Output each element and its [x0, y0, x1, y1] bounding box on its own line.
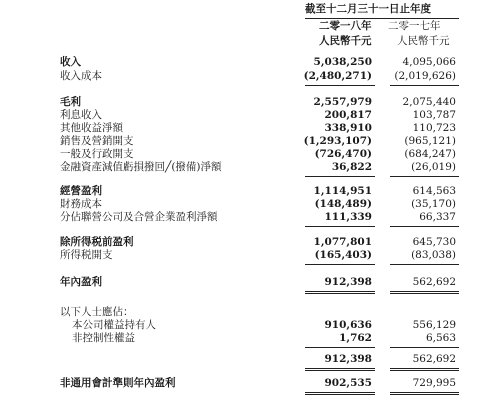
double-rule-2018	[305, 368, 375, 369]
value-2017: 110,723	[412, 122, 456, 134]
row-label: 本公司權益持有人	[72, 319, 156, 331]
row-finance-costs	[0, 198, 500, 211]
double-rule-2017	[390, 370, 459, 371]
subtotal-rule-2018	[305, 347, 375, 348]
double-rule-2018	[305, 392, 375, 393]
row-profit-before-tax	[0, 236, 500, 249]
row-label: 非通用會計準則年內盈利	[60, 377, 176, 389]
row-impairment	[0, 161, 500, 174]
subtotal-rule-2017	[390, 176, 459, 177]
double-rule-2017	[390, 394, 459, 395]
row-label: 其他收益淨額	[60, 122, 123, 134]
row-cost-of-revenue	[0, 70, 500, 83]
row-label: 利息收入	[60, 109, 102, 121]
value-2017: 562,692	[412, 353, 456, 365]
value-2017: 729,995	[412, 377, 456, 389]
subtotal-rule-2018	[305, 176, 375, 177]
value-2018: 912,398	[324, 353, 372, 365]
value-2018: (2,480,271)	[303, 70, 372, 82]
value-2018: 1,077,801	[313, 236, 372, 248]
value-2018: (726,470)	[314, 148, 372, 160]
subtotal-rule-2017	[390, 226, 459, 227]
double-rule-2017	[390, 392, 459, 393]
value-2018: 910,636	[324, 319, 372, 331]
value-2018: 36,822	[331, 161, 372, 173]
row-label: 經營盈利	[60, 185, 102, 197]
col1-unit: 人民幣千元	[319, 35, 372, 47]
value-2017: 6,563	[425, 332, 456, 344]
row-label: 財務成本	[60, 198, 102, 210]
period-header: 截至十二月三十一日止年度	[305, 3, 431, 15]
row-label: 所得税開支	[60, 249, 113, 261]
value-2018: 912,398	[324, 276, 372, 288]
value-2018: 1,114,951	[313, 185, 372, 197]
col2-unit: 人民幣千元	[397, 35, 450, 47]
row-revenue	[0, 56, 500, 69]
row-selling-expenses	[0, 135, 500, 148]
value-2018: 2,557,979	[313, 96, 372, 108]
double-rule-2018	[305, 291, 375, 292]
subtotal-rule-2018	[305, 85, 375, 86]
row-label: 非控制性權益	[72, 332, 135, 344]
row-label: 收入成本	[60, 70, 102, 82]
value-2017: 66,337	[419, 211, 456, 223]
value-2017: (35,170)	[411, 198, 456, 210]
row-gross-profit	[0, 96, 500, 109]
row-attributable-to	[0, 306, 500, 319]
row-label: 年內盈利	[60, 276, 102, 288]
subtotal-rule-2017	[390, 85, 459, 86]
double-rule-2017	[390, 293, 459, 294]
value-2018: 902,535	[324, 377, 372, 389]
value-2018: (165,403)	[314, 249, 372, 261]
double-rule-2017	[390, 291, 459, 292]
row-label: 一般及行政開支	[60, 148, 134, 160]
value-2018: (1,293,107)	[303, 135, 372, 147]
value-2018: 5,038,250	[313, 56, 372, 68]
double-rule-2017	[390, 368, 459, 369]
row-label: 分佔聯營公司及合營企業盈利淨額	[60, 211, 218, 223]
row-share-of-profit	[0, 211, 500, 224]
value-2017: 556,129	[412, 319, 456, 331]
subtotal-rule-2017	[390, 264, 459, 265]
row-label: 收入	[60, 56, 81, 68]
row-label: 以下人士應佔：	[60, 306, 134, 318]
col1-year: 二零一八年	[319, 20, 372, 32]
value-2017: 2,075,440	[402, 96, 456, 108]
row-income-tax	[0, 249, 500, 262]
row-label: 銷售及營銷開支	[60, 135, 134, 147]
value-2018: 200,817	[324, 109, 372, 121]
row-operating-profit	[0, 185, 500, 198]
value-2017: (965,121)	[404, 135, 456, 147]
row-equity-holders	[0, 319, 500, 332]
value-2017: 614,563	[412, 185, 456, 197]
value-2017: 645,730	[412, 236, 456, 248]
row-other-gains	[0, 122, 500, 135]
row-admin-expenses	[0, 148, 500, 161]
value-2018: 111,339	[324, 211, 372, 223]
row-interest-income	[0, 109, 500, 122]
value-2018: 338,910	[324, 122, 372, 134]
subtotal-rule-2018	[305, 226, 375, 227]
value-2017: (26,019)	[411, 161, 456, 173]
col2-year: 二零一七年	[388, 20, 441, 32]
double-rule-2018	[305, 394, 375, 395]
row-label: 除所得税前盈利	[60, 236, 134, 248]
value-2017: (684,247)	[404, 148, 456, 160]
value-2018: 1,762	[339, 332, 372, 344]
double-rule-2018	[305, 293, 375, 294]
subtotal-rule-2018	[305, 264, 375, 265]
header-rule	[305, 18, 459, 19]
value-2017: 103,787	[412, 109, 456, 121]
value-2017: (83,038)	[411, 249, 456, 261]
row-profit-for-year	[0, 276, 500, 289]
value-2017: (2,019,626)	[394, 70, 456, 82]
value-2018: (148,489)	[314, 198, 372, 210]
row-label: 毛利	[60, 96, 81, 108]
double-rule-2018	[305, 370, 375, 371]
value-2017: 562,692	[412, 276, 456, 288]
value-2017: 4,095,066	[402, 56, 456, 68]
row-non-controlling-interests	[0, 332, 500, 345]
row-attributable-total	[0, 353, 500, 366]
row-label: 金融資產減值虧損撥回╱(撥備)淨額	[60, 161, 222, 173]
subtotal-rule-2017	[390, 347, 459, 348]
row-non-gaap-profit	[0, 377, 500, 390]
